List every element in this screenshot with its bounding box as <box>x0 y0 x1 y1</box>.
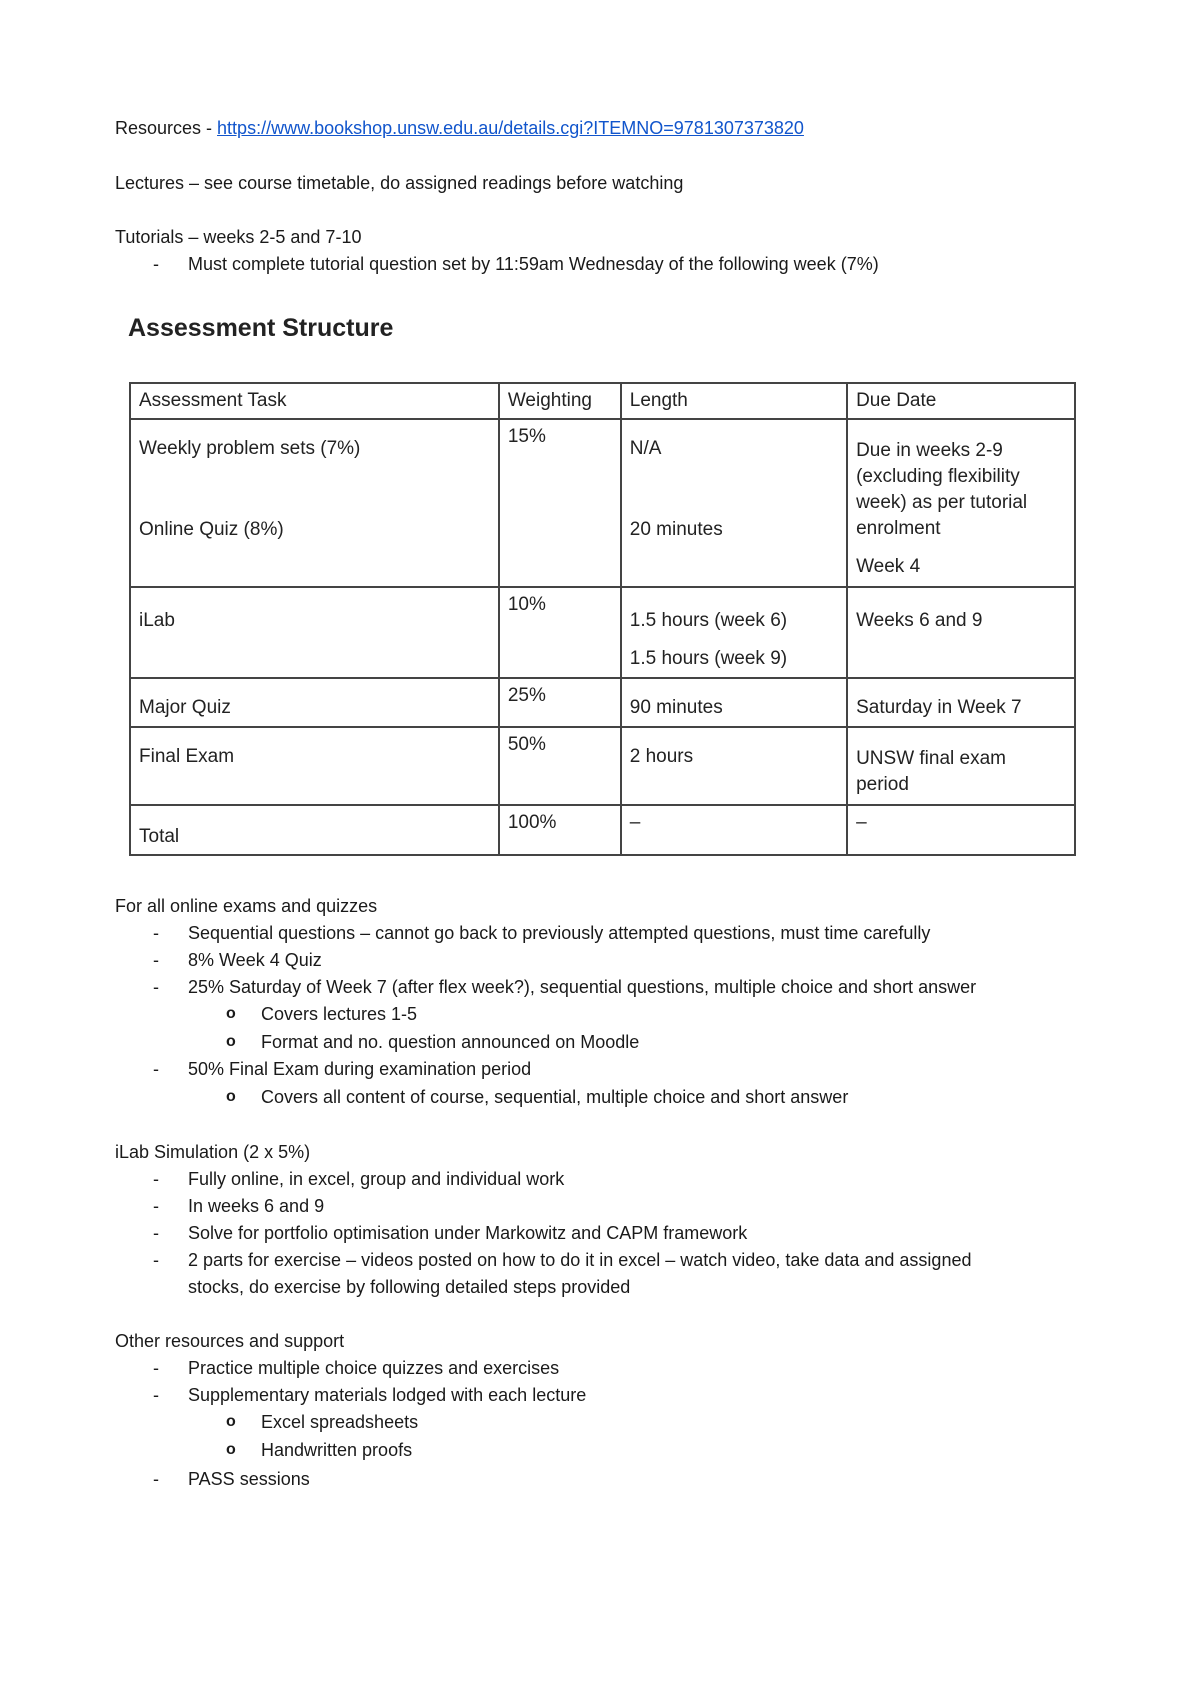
table-row <box>130 587 1075 678</box>
bullet-dash: - <box>153 1469 159 1489</box>
table-row <box>130 727 1075 805</box>
task-text: Major Quiz <box>139 697 231 718</box>
table-row <box>130 678 1075 727</box>
bullet-dash: - <box>153 1169 159 1189</box>
task-cell <box>130 587 499 678</box>
list-item: In weeks 6 and 9 <box>188 1196 325 1216</box>
list-item: Fully online, in excel, group and individual work <box>188 1169 565 1189</box>
due-cell <box>847 587 1075 678</box>
due-text: Week 4 <box>856 556 921 577</box>
list-item: Handwritten proofs <box>261 1440 413 1460</box>
list-item: Format and no. question announced on Moodle <box>261 1032 640 1052</box>
resources-label: Resources - <box>115 118 218 138</box>
sub-bullet-marker: o <box>226 1033 236 1050</box>
resources-link[interactable]: https://www.bookshop.unsw.edu.au/details.cgi?ITEMNO=9781307373820 <box>217 118 804 138</box>
bullet-dash: - <box>153 950 159 970</box>
list-item: Excel spreadsheets <box>261 1412 419 1432</box>
sub-bullet-marker: o <box>226 1088 236 1105</box>
assessment-heading: Assessment Structure <box>128 314 394 342</box>
table-header-row <box>130 383 1075 419</box>
list-item: 50% Final Exam during examination period <box>188 1059 532 1079</box>
task-cell <box>130 419 499 587</box>
task-cell <box>130 805 499 855</box>
list-item: Practice multiple choice quizzes and exercises <box>188 1358 560 1378</box>
other-title: Other resources and support <box>115 1331 345 1351</box>
table-row <box>130 805 1075 855</box>
assessment-table <box>129 382 1076 856</box>
list-item: Covers all content of course, sequential, multiple choice and short answer <box>261 1087 849 1107</box>
tutorials-bullet: Must complete tutorial question set by 11:59am Wednesday of the following week (7%) <box>188 254 879 274</box>
bullet-dash: - <box>153 977 159 997</box>
bullet-dash: - <box>153 1250 159 1270</box>
length-cell <box>621 678 847 727</box>
length-text: 1.5 hours (week 6) <box>629 610 788 631</box>
task-text: Online Quiz (8%) <box>139 519 284 540</box>
task-text: Weekly problem sets (7%) <box>139 438 361 459</box>
bullet-dash: - <box>153 1059 159 1079</box>
bullet-dash: - <box>153 1385 159 1405</box>
weighting-cell: 50% <box>499 727 621 805</box>
header-length: Length <box>621 383 847 419</box>
list-item: Supplementary materials lodged with each lecture <box>188 1385 587 1405</box>
list-item: Covers lectures 1-5 <box>261 1004 418 1024</box>
list-item: 8% Week 4 Quiz <box>188 950 322 970</box>
header-task: Assessment Task <box>130 383 499 419</box>
list-item: Sequential questions – cannot go back to previously attempted questions, must time carefully <box>188 923 931 943</box>
length-text: 20 minutes <box>629 519 723 540</box>
resources-line <box>115 118 804 139</box>
task-cell <box>130 727 499 805</box>
weighting-cell: 10% <box>499 587 621 678</box>
header-weighting: Weighting <box>499 383 621 419</box>
length-cell: – <box>621 805 847 855</box>
bullet-dash: - <box>153 254 159 274</box>
sub-bullet-marker: o <box>226 1441 236 1458</box>
list-item: 2 parts for exercise – videos posted on how to do it in excel – watch video, take data and assigned <box>188 1250 972 1270</box>
length-text: 2 hours <box>629 746 694 767</box>
due-text: Due in weeks 2-9 (excluding flexibility week) as per tutorial enrolment <box>856 440 1028 539</box>
length-cell <box>621 727 847 805</box>
due-text: Weeks 6 and 9 <box>856 610 983 631</box>
bullet-dash: - <box>153 1358 159 1378</box>
due-cell <box>847 419 1075 587</box>
sub-bullet-marker: o <box>226 1413 236 1430</box>
list-item-continued: stocks, do exercise by following detailed steps provided <box>188 1277 631 1297</box>
due-text: Saturday in Week 7 <box>856 697 1022 718</box>
length-text: 90 minutes <box>629 697 723 718</box>
lectures-line: Lectures – see course timetable, do assigned readings before watching <box>115 173 684 193</box>
due-cell <box>847 727 1075 805</box>
weighting-cell: 25% <box>499 678 621 727</box>
due-text: UNSW final exam period <box>856 748 1006 795</box>
task-text: Total <box>139 826 180 847</box>
due-cell <box>847 678 1075 727</box>
list-item: 25% Saturday of Week 7 (after flex week?), sequential questions, multiple choice and short answer <box>188 977 977 997</box>
bullet-dash: - <box>153 923 159 943</box>
due-cell: – <box>847 805 1075 855</box>
task-text: Final Exam <box>139 746 235 767</box>
tutorials-line: Tutorials – weeks 2-5 and 7-10 <box>115 227 362 247</box>
length-cell <box>621 419 847 587</box>
list-item: Solve for portfolio optimisation under Markowitz and CAPM framework <box>188 1223 748 1243</box>
ilab-title: iLab Simulation (2 x 5%) <box>115 1142 311 1162</box>
online-exams-title: For all online exams and quizzes <box>115 896 378 916</box>
weighting-cell: 15% <box>499 419 621 587</box>
weighting-cell: 100% <box>499 805 621 855</box>
sub-bullet-marker: o <box>226 1005 236 1022</box>
length-text: 1.5 hours (week 9) <box>629 648 788 669</box>
table-row <box>130 419 1075 587</box>
task-cell <box>130 678 499 727</box>
length-cell <box>621 587 847 678</box>
bullet-dash: - <box>153 1196 159 1216</box>
header-due-date: Due Date <box>847 383 1075 419</box>
length-text: N/A <box>629 438 662 459</box>
task-text: iLab <box>139 610 175 631</box>
bullet-dash: - <box>153 1223 159 1243</box>
list-item: PASS sessions <box>188 1469 310 1489</box>
